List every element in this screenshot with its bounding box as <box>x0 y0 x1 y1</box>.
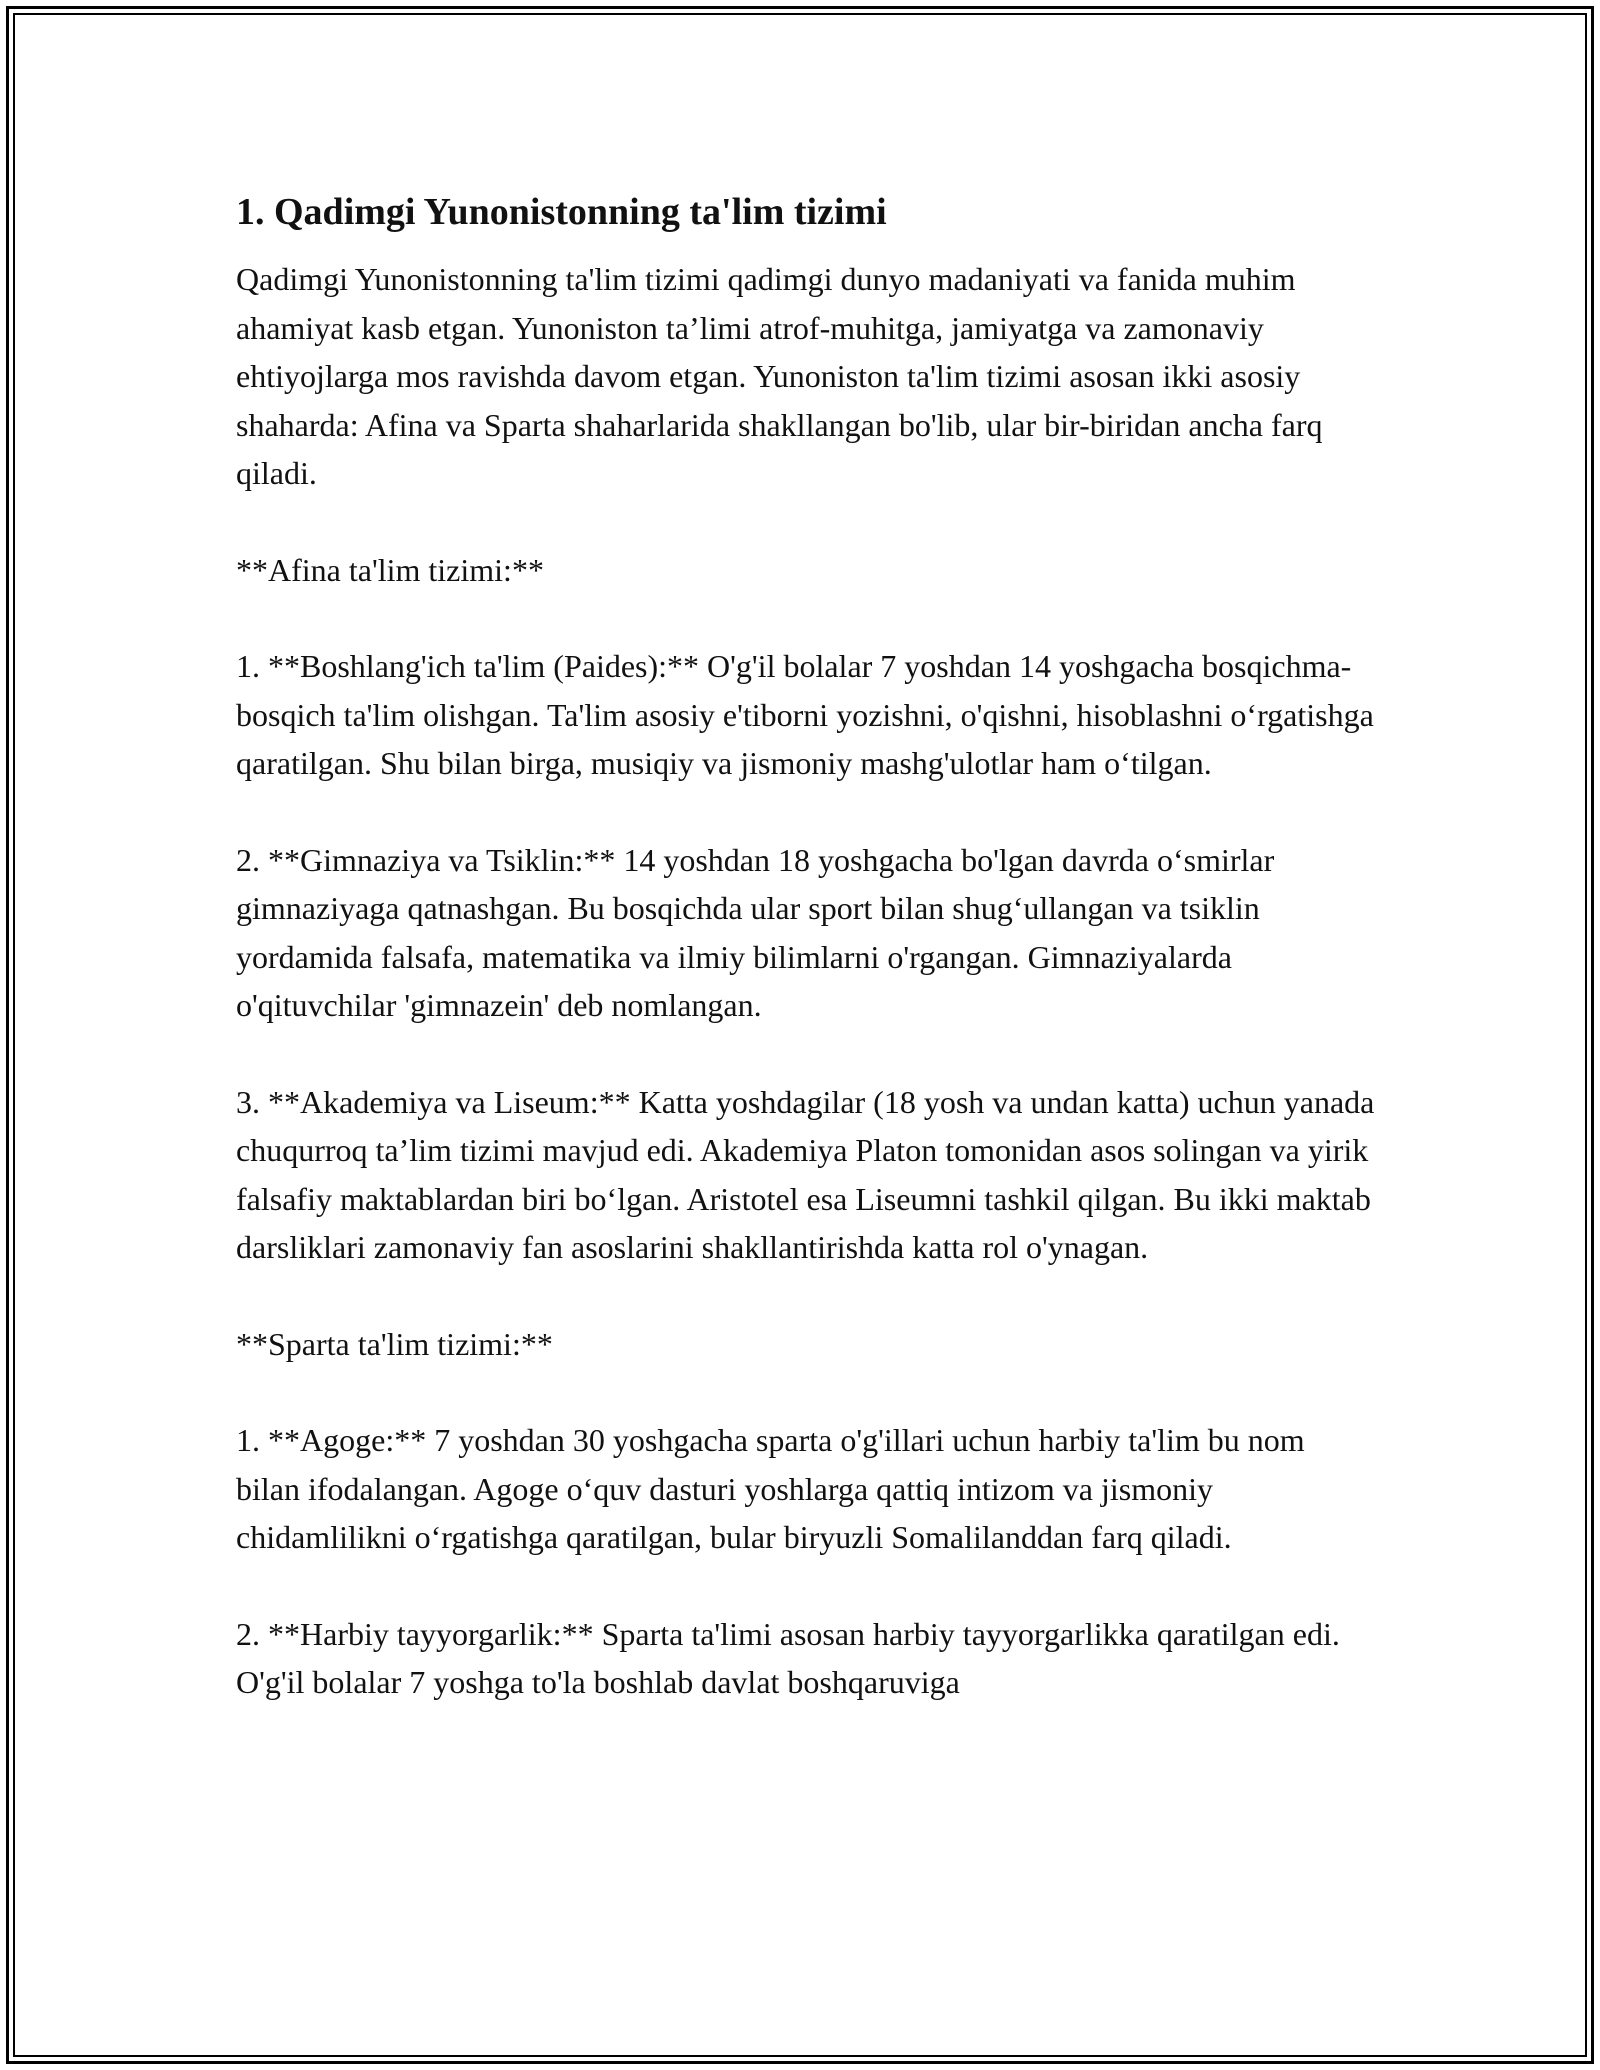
section-heading: 1. Qadimgi Yunonistonning ta'lim tizimi <box>236 191 887 233</box>
afina-subheading: **Afina ta'lim tizimi:** <box>236 551 544 588</box>
intro-paragraph: Qadimgi Yunonistonning ta'lim tizimi qadimgi dunyo madaniyati va fanida muhim ahamiyat kasb etgan. Yunoniston ta’limi atrof-muhitga, jamiyatga va zamonaviy ehtiyojlarga mos ravishda davom etgan. Yunoniston ta'lim tizimi asosan ikki asosiy shaharda: Afina va Sparta shaharlarida shakllangan bo'lib, ular bir-biridan ancha farq qiladi. <box>236 261 1323 491</box>
afina-item-1: 1. **Boshlang'ich ta'lim (Paides):** O'g'il bolalar 7 yoshdan 14 yoshgacha bosqichma-bosqich ta'lim olishgan. Ta'lim asosiy e'tiborni yozishni, o'qishni, hisoblashni o‘rgatishga qaratilgan. Shu bilan birga, musiqiy va jismoniy mashg'ulotlar ham o‘tilgan. <box>236 648 1374 781</box>
sparta-item-1: 1. **Agoge:** 7 yoshdan 30 yoshgacha sparta o'g'illari uchun harbiy ta'lim bu nom bilan ifodalangan. Agoge o‘quv dasturi yoshlarga qattiq intizom va jismoniy chidamlilikni o‘rgatishga qaratilgan, bular biryuzli Somalilanddan farq qiladi. <box>236 1422 1305 1555</box>
afina-item-2: 2. **Gimnaziya va Tsiklin:** 14 yoshdan 18 yoshgacha bo'lgan davrda o‘smirlar gimnaziyaga qatnashgan. Bu bosqichda ular sport bilan shug‘ullangan va tsiklin yordamida falsafa, matematika va ilmiy bilimlarni o'rgangan. Gimnaziyalarda o'qituvchilar 'gimnazein' deb nomlangan. <box>236 841 1275 1023</box>
document-body <box>236 185 1376 1755</box>
afina-item-3: 3. **Akademiya va Liseum:** Katta yoshdagilar (18 yosh va undan katta) uchun yanada chuqurroq ta’lim tizimi mavjud edi. Akademiya Platon tomonidan asos solingan va yirik falsafiy maktablardan biri bo‘lgan. Aristotel esa Liseumni tashkil qilgan. Bu ikki maktab darsliklari zamonaviy fan asoslarini shakllantirishda katta rol o'ynagan. <box>236 1083 1375 1265</box>
sparta-item-2: 2. **Harbiy tayyorgarlik:** Sparta ta'limi asosan harbiy tayyorgarlikka qaratilgan edi. O'g'il bolalar 7 yoshga to'la boshlab davlat boshqaruviga <box>236 1615 1340 1700</box>
sparta-subheading: **Sparta ta'lim tizimi:** <box>236 1325 553 1362</box>
